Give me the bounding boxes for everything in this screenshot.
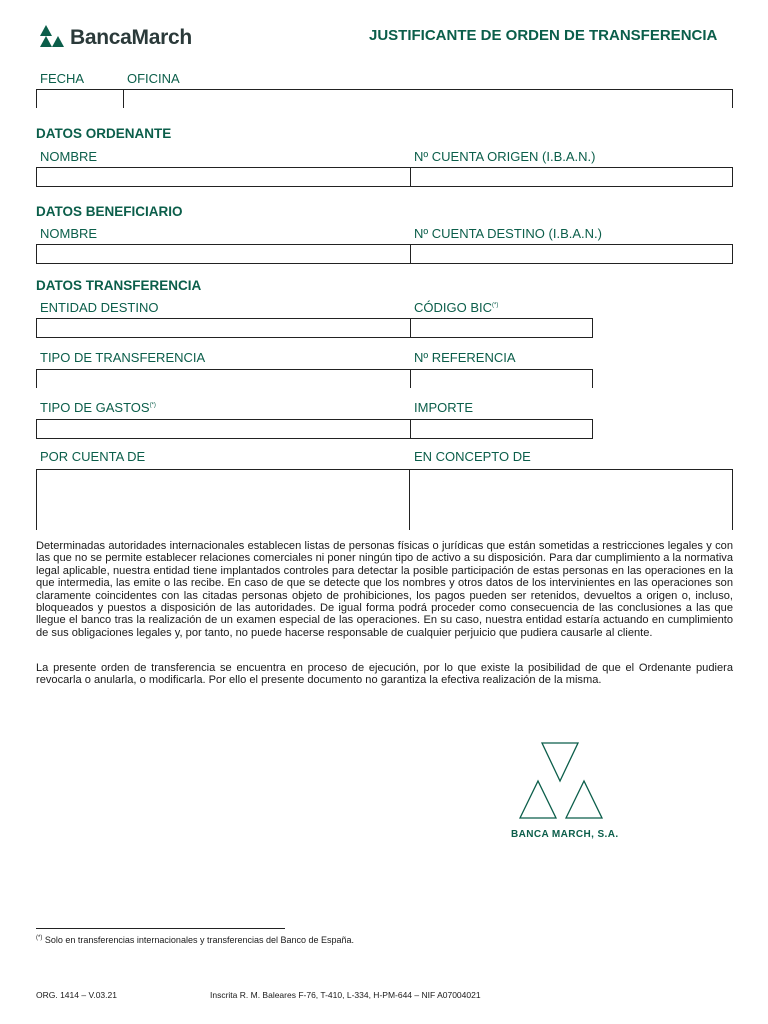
gastos-footnote-mark: (*): [149, 402, 156, 409]
bic-footnote-mark: (*): [492, 302, 499, 309]
gastos-label: TIPO DE GASTOS(*): [40, 400, 156, 415]
legal-paragraph-sanctions: Determinadas autoridades internacionales establecen listas de personas físicas o jurídicas que están sometidas a restricciones legales y con las que no se permite establecer relaciones comerciales ni poner ningún tipo de activo a su disposición. Para dar cumplimiento a la normativa legal aplicable, nuestra entidad tiene implantados controles para detectar la posible participación de estas personas en las operaciones en la que intermedia, las emite o las recibe. En caso de que se detecte que los nombres y otros datos de los intervinientes en las operaciones son claramente coincidentes con las citadas personas objeto de prohibiciones, los pagos pueden ser retenidos, devueltos a origen o, incluso, bloqueados y puestos a disposición de las autoridades. De igual forma podrá proceder como consecuencia de las conclusiones a las que llegue el banco tras la realización de un examen especial de las operaciones. En su caso, nuestra entidad estaría actuando en cumplimiento de sus obligaciones legales y, por tanto, no puede hacerse responsable de cualquier perjuicio que pudiera causarle al cliente.: [36, 540, 733, 639]
ordenante-cuenta-field[interactable]: [410, 167, 733, 187]
beneficiario-cuenta-label: Nº CUENTA DESTINO (I.B.A.N.): [414, 226, 602, 241]
fecha-label: FECHA: [40, 71, 85, 86]
ordenante-nombre-field[interactable]: [36, 167, 411, 187]
oficina-label: OFICINA: [127, 71, 180, 86]
form-code: ORG. 1414 – V.03.21: [36, 990, 117, 1000]
por-cuenta-concepto-field[interactable]: [36, 469, 733, 530]
referencia-label: Nº REFERENCIA: [414, 350, 516, 365]
footnote-rule: [36, 928, 285, 929]
transferencia-heading: DATOS TRANSFERENCIA: [36, 278, 202, 293]
bic-label: CÓDIGO BIC(*): [414, 300, 499, 315]
footnote: (*) Solo en transferencias internacionales y transferencias del Banco de España.: [36, 935, 355, 945]
por-cuenta-label: POR CUENTA DE: [40, 449, 146, 464]
banca-march-stamp-icon: [518, 741, 604, 821]
importe-field[interactable]: [410, 419, 593, 439]
registry-info: Inscrita R. M. Baleares F-76, T-410, L-334, H-PM-644 – NIF A07004021: [210, 990, 481, 1000]
tipo-transferencia-field[interactable]: [36, 369, 411, 388]
gastos-field[interactable]: [36, 419, 411, 439]
legal-paragraph-execution: La presente orden de transferencia se encuentra en proceso de ejecución, por lo que existe la posibilidad de que el Ordenante pudiera revocarla o anularla, o modificarla. Por ello el presente documento no garantiza la efectiva realización de la misma.: [36, 662, 733, 687]
por-cuenta-concepto-divider: [409, 469, 410, 530]
document-title: JUSTIFICANTE DE ORDEN DE TRANSFERENCIA: [369, 27, 718, 44]
banca-march-logo-icon: [38, 24, 66, 48]
referencia-field[interactable]: [410, 369, 593, 388]
stamp-company-name: BANCA MARCH, S.A.: [511, 829, 619, 840]
entidad-label: ENTIDAD DESTINO: [40, 300, 159, 315]
bic-field[interactable]: [410, 318, 593, 338]
beneficiario-nombre-field[interactable]: [36, 244, 411, 264]
tipo-transferencia-label: TIPO DE TRANSFERENCIA: [40, 350, 206, 365]
brand-name: BancaMarch: [70, 26, 192, 49]
ordenante-heading: DATOS ORDENANTE: [36, 126, 172, 141]
ordenante-cuenta-label: Nº CUENTA ORIGEN (I.B.A.N.): [414, 149, 596, 164]
entidad-field[interactable]: [36, 318, 411, 338]
fecha-oficina-field[interactable]: [36, 89, 733, 108]
fecha-oficina-divider: [123, 89, 124, 108]
footnote-mark: (*): [36, 935, 43, 941]
concepto-label: EN CONCEPTO DE: [414, 449, 531, 464]
importe-label: IMPORTE: [414, 400, 473, 415]
beneficiario-cuenta-field[interactable]: [410, 244, 733, 264]
beneficiario-heading: DATOS BENEFICIARIO: [36, 204, 183, 219]
beneficiario-nombre-label: NOMBRE: [40, 226, 98, 241]
ordenante-nombre-label: NOMBRE: [40, 149, 98, 164]
